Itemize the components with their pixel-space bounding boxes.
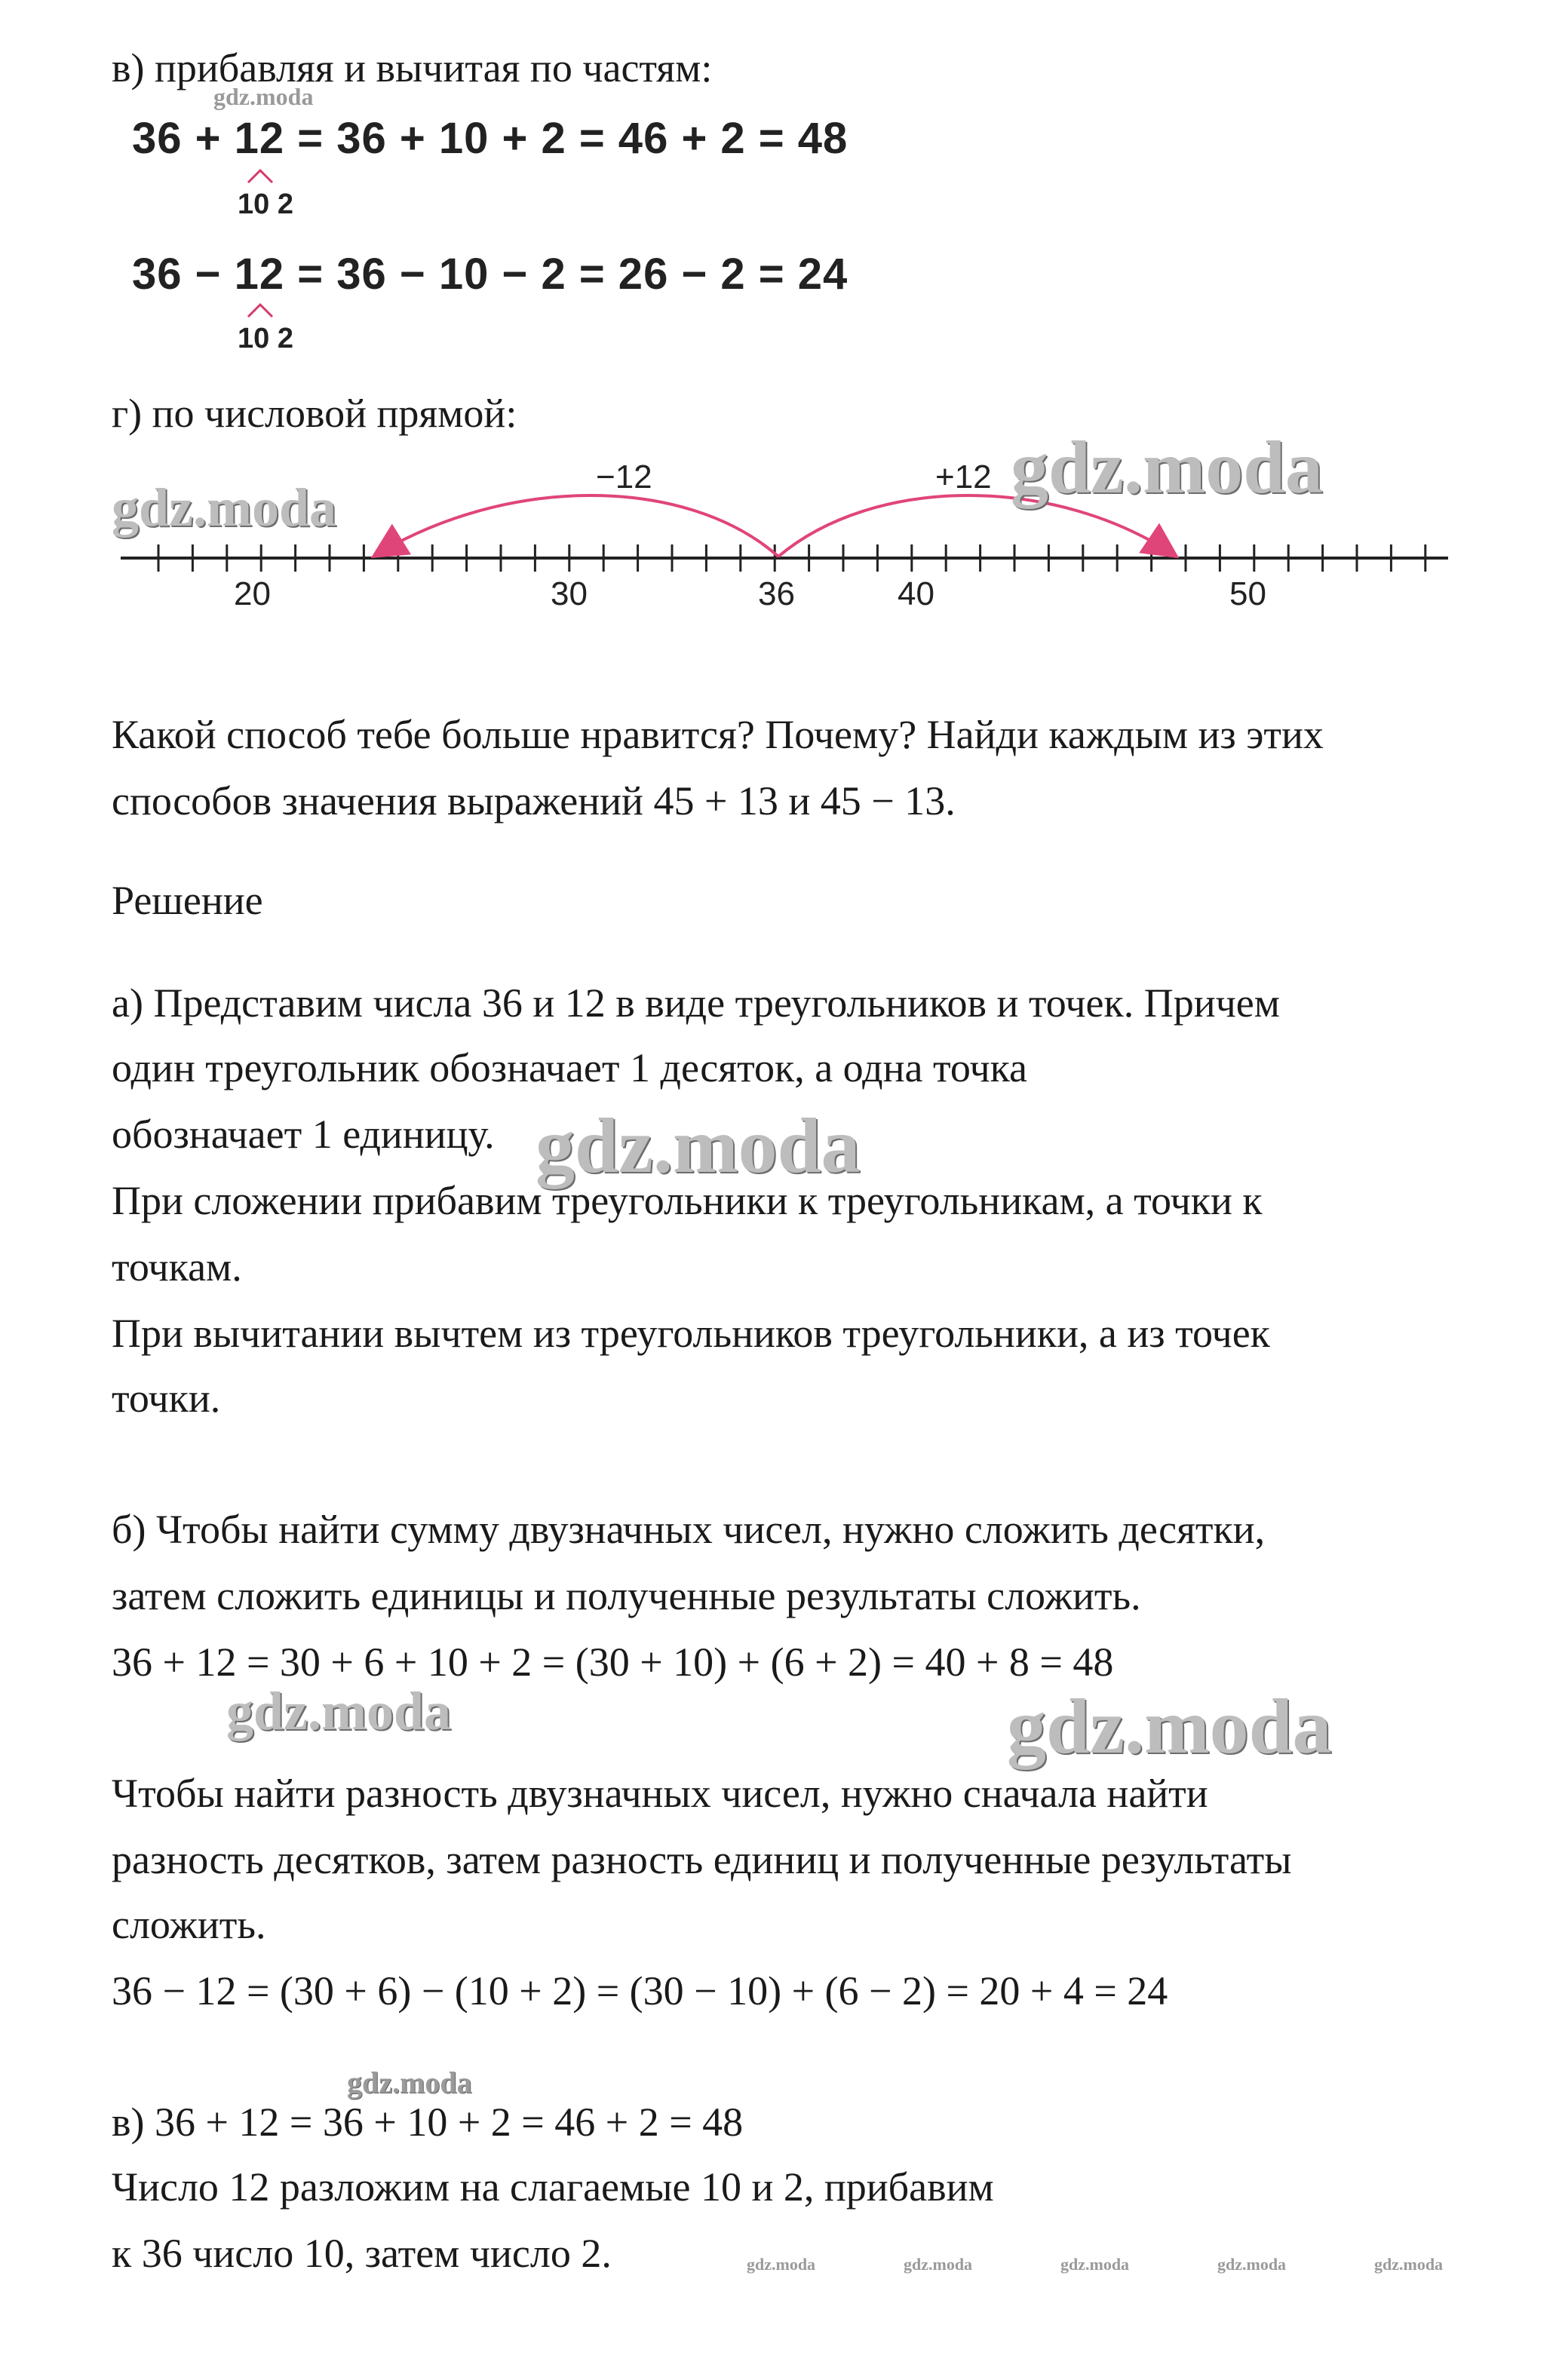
watermark: gdz.moda — [347, 2066, 472, 2099]
part-b-line-6: сложить. — [112, 1902, 266, 1947]
equation-sub: 36 − 12 = 36 − 10 − 2 = 26 − 2 = 24 — [132, 250, 849, 299]
part-v-line-3: к 36 число 10, затем число 2. — [112, 2231, 612, 2276]
part-a-line-4: При сложении прибавим треугольники к треугольникам, а точки к — [112, 1178, 1263, 1223]
tick-label-30: 30 — [551, 575, 588, 612]
part-a-line-5: точкам. — [112, 1244, 242, 1290]
watermark: gdz.moda — [536, 1103, 861, 1189]
split-caret-icon — [245, 302, 275, 318]
part-v-line-1: в) 36 + 12 = 36 + 10 + 2 = 46 + 2 = 48 — [112, 2099, 744, 2145]
minus-arc — [373, 495, 778, 557]
watermark: gdz.moda — [747, 2255, 816, 2274]
part-b-line-2: затем сложить единицы и полученные результаты сложить. — [112, 1573, 1141, 1618]
watermark: gdz.moda — [1007, 1683, 1332, 1770]
tick-label-36: 36 — [758, 575, 795, 612]
part-b-line-4: Чтобы найти разность двузначных чисел, нужно сначала найти — [112, 1771, 1208, 1816]
tick-label-40: 40 — [898, 575, 934, 612]
watermark: gdz.moda — [226, 1681, 452, 1741]
equation-sub-split: 10 2 — [238, 323, 293, 354]
part-v-line-2: Число 12 разложим на слагаемые 10 и 2, прибавим — [112, 2164, 994, 2210]
part-b-line-3: 36 + 12 = 30 + 6 + 10 + 2 = (30 + 10) + (6 + 2) = 40 + 8 = 48 — [112, 1639, 1114, 1685]
watermark: gdz.moda — [904, 2255, 973, 2274]
watermark: gdz.moda — [1217, 2255, 1287, 2274]
split-caret-icon — [245, 167, 275, 184]
section-g-title: г) по числовой прямой: — [112, 391, 517, 436]
solution-heading: Решение — [112, 878, 263, 923]
watermark: gdz.moda — [1060, 2255, 1130, 2274]
watermark: gdz.moda — [1011, 425, 1323, 509]
part-a-line-3: обозначает 1 единицу. — [112, 1112, 495, 1157]
minus-label: −12 — [596, 459, 652, 495]
watermark: gdz.moda — [112, 477, 337, 538]
watermark: gdz.moda — [1374, 2255, 1444, 2274]
section-v-title: в) прибавляя и вычитая по частям: — [112, 45, 713, 90]
part-a-line-7: точки. — [112, 1376, 221, 1421]
part-a-line-1: а) Представим числа 36 и 12 в виде треугольников и точек. Причем — [112, 980, 1280, 1026]
part-a-line-6: При вычитании вычтем из треугольников треугольники, а из точек — [112, 1311, 1270, 1356]
part-a-line-2: один треугольник обозначает 1 десяток, а одна точка — [112, 1045, 1027, 1090]
tick-label-50: 50 — [1229, 575, 1266, 612]
equation-add: 36 + 12 = 36 + 10 + 2 = 46 + 2 = 48 — [132, 114, 849, 163]
tick-label-20: 20 — [234, 575, 271, 612]
equation-add-split: 10 2 — [238, 189, 293, 220]
plus-label: +12 — [935, 459, 992, 495]
question-line-2: способов значения выражений 45 + 13 и 45 − 13. — [112, 778, 956, 823]
part-b-line-7: 36 − 12 = (30 + 6) − (10 + 2) = (30 − 10) + (6 − 2) = 20 + 4 = 24 — [112, 1968, 1168, 2013]
part-b-line-1: б) Чтобы найти сумму двузначных чисел, нужно сложить десятки, — [112, 1507, 1266, 1552]
part-b-line-5: разность десятков, затем разность единиц и полученные результаты — [112, 1837, 1292, 1882]
question-line-1: Какой способ тебе больше нравится? Почему? Найди каждым из этих — [112, 712, 1324, 757]
watermark: gdz.moda — [213, 83, 314, 110]
